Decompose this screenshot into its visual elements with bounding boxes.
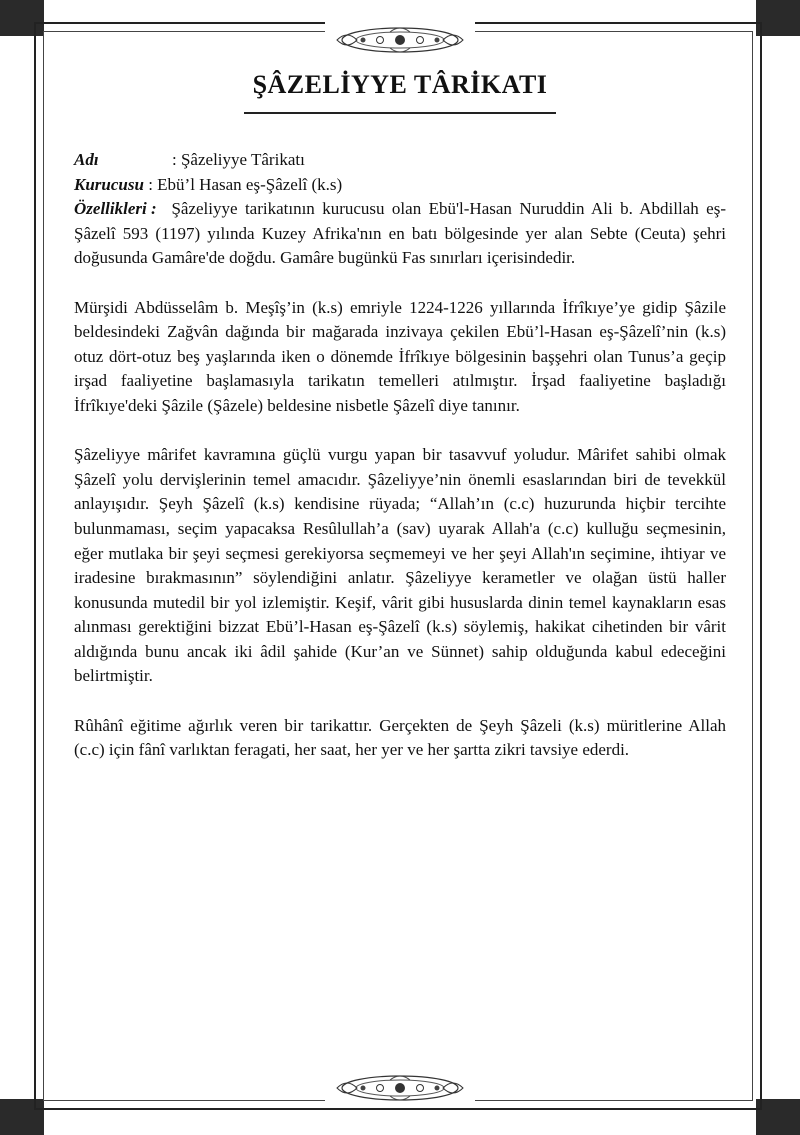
field-features-label: Özellikleri : [74,199,157,219]
corner-block-bottom-right [756,1099,800,1135]
field-features-value: Şâzeliyye tarikatının kurucusu olan Ebü'l-Hasan Nuruddin Ali b. Abdillah eş-Şâzelî 593 (1197) yılında Kuzey Afrika'nın en batı bölgesinde yer alan Sebte (Ceuta) şehri doğusunda Gamâre'de doğdu. Gamâre bugünkü Fas sınırları içerisindedir. [74,199,726,268]
title-underline [244,112,556,114]
article-body [74,148,726,763]
floral-ornament-icon [325,1070,475,1106]
page-title: ŞÂZELİYYE TÂRİKATI [252,70,548,99]
paragraph-1: Mürşidi Abdüsselâm b. Meşîş’in (k.s) emriyle 1224-1226 yıllarında İfrîkıye’ye gidip Şâzile beldesindeki Zağvân dağında bir mağarada inzivaya çekilen Ebü’l-Hasan eş-Şâzelî’nin (k.s) otuz dört-otuz beş yaşlarında iken o dönemde İfrîkıye bölgesinin başşehri olan Tunus’a geçip irşad faaliyetine başlamasıyla tarikatın temelleri atılmıştır. İrşad faaliyetine başladığı İfrîkıye'deki Şâzile (Şâzele) beldesine nisbetle Şâzelî diye tanınır. [74,297,726,415]
field-founder-label: Kurucusu [74,174,144,194]
field-name-value: : Şâzeliyye Târikatı [172,150,305,169]
floral-ornament-icon [325,22,475,58]
field-founder-value: : Ebü’l Hasan eş-Şâzelî (k.s) [148,174,343,194]
field-founder [74,173,726,198]
paragraph-2: Şâzeliyye mârifet kavramına güçlü vurgu yapan bir tasavvuf yoludur. Mârifet sahibi olmak Şâzelî yolu dervişlerinin temel amacıdır. Şâzeliyye’nin önemli esaslarından biri de tevekkül anlayışıdır. Şeyh Şâzelî (k.s) kendisine rüyada; “Allah’ın (c.c) huzurunda hiçbir tercihte bulunmaması, seçim yapacaksa Resûlullah’a (sav) uyarak Allah'a (c.c) kulluğu seçmesinin, eğer mutlaka bir şeyi seçmesi gerekiyorsa seçmemeyi ve her şeyi Allah'ın seçimine, ihtiyar ve iradesine bırakmasının” söylendiğini anlatır. Şâzeliyye kerametler ve olağan üstü haller konusunda mutedil bir yol izlemiştir. Keşif, vârit gibi hususlarda dinin temel kaynakların esas alınması gerektiğini bizzat Ebü’l-Hasan eş-Şâzelî (k.s) söylemiş, hakikat cihetinden bir vârit aldığında bunu ancak iki âdil şahide (Kur’an ve Sünnet) sahip olduğunda kabul edeceğini belirtmiştir. [74,445,726,686]
field-name [74,148,726,173]
field-features [74,197,726,271]
field-name-label: Adı [74,150,99,169]
corner-block-top-right [756,0,800,36]
paragraph-3: Rûhânî eğitime ağırlık veren bir tarikattır. Gerçekten de Şeyh Şâzeli (k.s) müritlerine Allah (c.c) için fânî varlıktan feragati, her saat, her yer ve her şartta zikri tavsiye ederdi. [74,715,726,760]
